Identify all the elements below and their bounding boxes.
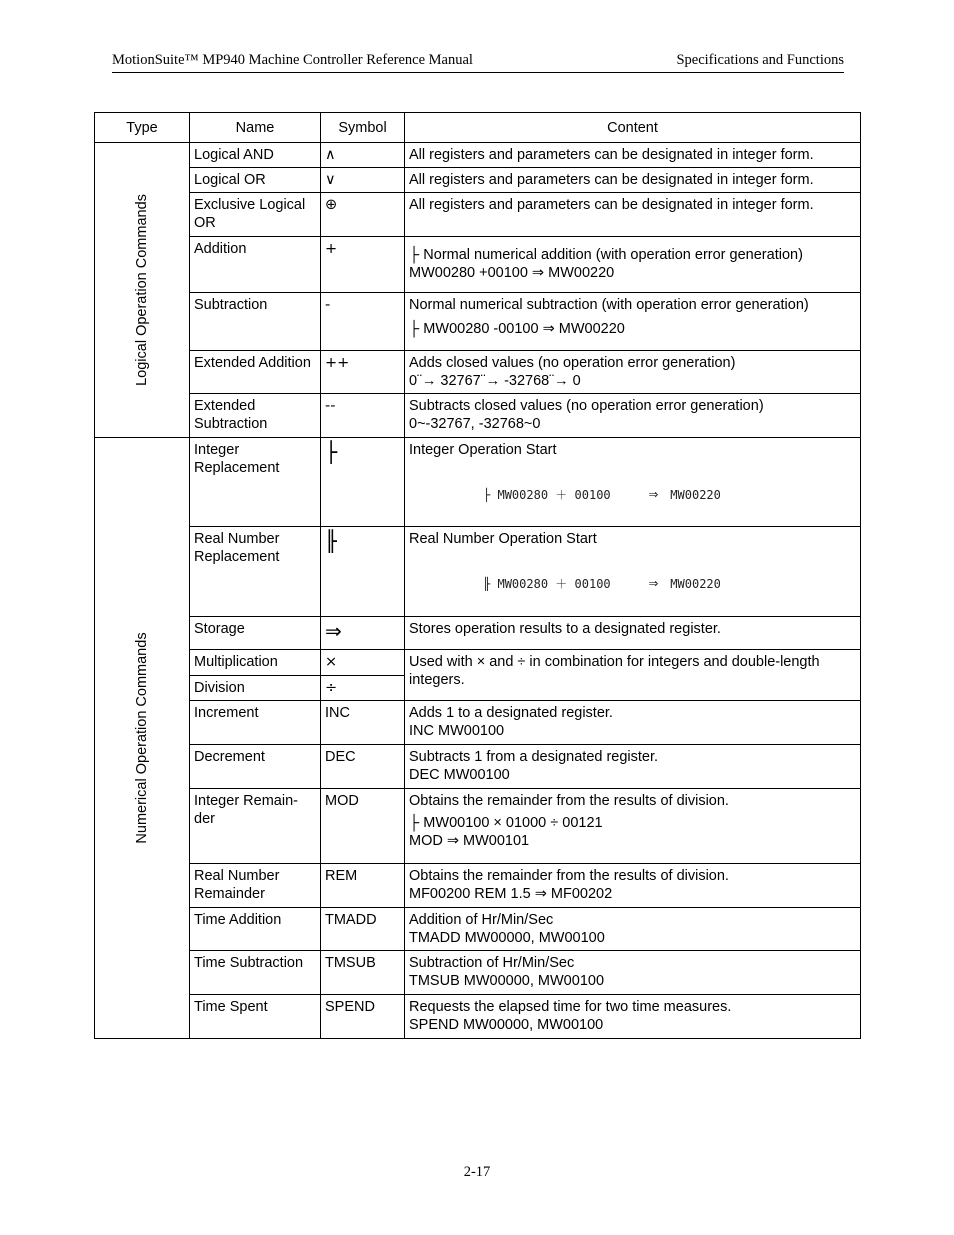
- row-symbol: --: [321, 394, 405, 438]
- col-header-name: Name: [190, 113, 321, 143]
- table-row: [95, 527, 861, 617]
- row-symbol: ×: [321, 650, 405, 676]
- row-name: Real Number Replacement: [190, 527, 321, 617]
- row-content: Integer Operation Start ├ MW00280 ＋ 00100 ⇒ MW00220: [405, 438, 861, 527]
- table-row: [95, 864, 861, 908]
- storage-symbol: ⇒: [321, 617, 405, 650]
- row-symbol: INC: [321, 701, 405, 745]
- row-content: Subtracts closed values (no operation error generation) 0~-32767, -32768~0: [405, 394, 861, 438]
- table-header-row: [95, 113, 861, 143]
- row-symbol: ∨: [321, 168, 405, 193]
- row-content: Addition of Hr/Min/Sec TMADD MW00000, MW00100: [405, 908, 861, 951]
- table-row: [95, 951, 861, 995]
- col-header-symbol: Symbol: [321, 113, 405, 143]
- integer-start-symbol: ├: [321, 438, 405, 527]
- row-content: All registers and parameters can be designated in integer form.: [405, 193, 861, 237]
- row-symbol: +: [321, 237, 405, 293]
- row-symbol: SPEND: [321, 995, 405, 1039]
- row-name: Integer Remain-der: [190, 789, 321, 864]
- table-row: [95, 650, 861, 676]
- table-row: [95, 789, 861, 864]
- row-name: Increment: [190, 701, 321, 745]
- table-row: [95, 168, 861, 193]
- row-content: Subtraction of Hr/Min/Sec TMSUB MW00000, MW00100: [405, 951, 861, 995]
- table-row: [95, 143, 861, 168]
- page-number: 2-17: [463, 1164, 491, 1180]
- row-name: Multiplication: [190, 650, 321, 676]
- table-row: [95, 617, 861, 650]
- row-symbol: TMADD: [321, 908, 405, 951]
- row-content: Real Number Operation Start ╟ MW00280 ＋ 00100 ⇒ MW00220: [405, 527, 861, 617]
- real-formula: ╟ MW00280 ＋ 00100 ⇒ MW00220: [483, 573, 721, 592]
- table-row: [95, 237, 861, 293]
- row-symbol: REM: [321, 864, 405, 908]
- row-name: Extended Subtraction: [190, 394, 321, 438]
- table-row: [95, 438, 861, 527]
- command-table: [94, 112, 861, 1039]
- row-content: Stores operation results to a designated register.: [405, 617, 861, 650]
- row-content: Subtracts 1 from a designated register. DEC MW00100: [405, 745, 861, 789]
- col-header-content: Content: [405, 113, 861, 143]
- table-row: [95, 394, 861, 438]
- row-name: Logical AND: [190, 143, 321, 168]
- page-header: [112, 52, 844, 73]
- manual-title: MotionSuite™ MP940 Machine Controller Reference Manual: [112, 52, 473, 68]
- table-row: [95, 193, 861, 237]
- row-symbol: ÷: [321, 676, 405, 701]
- table-row: [95, 995, 861, 1039]
- row-symbol: TMSUB: [321, 951, 405, 995]
- row-name: Logical OR: [190, 168, 321, 193]
- row-content: Used with × and ÷ in combination for integers and double-length integers.: [405, 650, 861, 701]
- row-symbol: DEC: [321, 745, 405, 789]
- row-content: Adds 1 to a designated register. INC MW00100: [405, 701, 861, 745]
- row-name: Division: [190, 676, 321, 701]
- row-name: Integer Replacement: [190, 438, 321, 527]
- row-content: ├ Normal numerical addition (with operation error generation) MW00280 +00100 ⇒ MW00220: [405, 237, 861, 293]
- row-content: Normal numerical subtraction (with operation error generation) ├ MW00280 -00100 ⇒ MW00220: [405, 293, 861, 351]
- row-name: Time Addition: [190, 908, 321, 951]
- table-row: [95, 701, 861, 745]
- section-title: Specifications and Functions: [676, 52, 844, 68]
- row-content: All registers and parameters can be designated in integer form.: [405, 168, 861, 193]
- table-row: [95, 908, 861, 951]
- row-content: Adds closed values (no operation error generation) 0¨→ 32767¨→ -32768¨→ 0: [405, 351, 861, 394]
- col-header-type: Type: [95, 113, 190, 143]
- row-symbol: ⊕: [321, 193, 405, 237]
- table-row: [95, 293, 861, 351]
- row-content: All registers and parameters can be designated in integer form.: [405, 143, 861, 168]
- table-row: [95, 745, 861, 789]
- row-name: Addition: [190, 237, 321, 293]
- row-name: Storage: [190, 617, 321, 650]
- group-label-numerical: Numerical Operation Commands: [134, 632, 150, 844]
- row-content: Obtains the remainder from the results of division. ├ MW00100 × 01000 ÷ 00121 MOD ⇒ MW00101: [405, 789, 861, 864]
- row-name: Time Spent: [190, 995, 321, 1039]
- group-logical: [95, 143, 190, 438]
- row-name: Subtraction: [190, 293, 321, 351]
- row-symbol: -: [321, 293, 405, 351]
- integer-formula: ├ MW00280 ＋ 00100 ⇒ MW00220: [483, 484, 721, 503]
- row-name: Extended Addition: [190, 351, 321, 394]
- row-content: Obtains the remainder from the results of division. MF00200 REM 1.5 ⇒ MF00202: [405, 864, 861, 908]
- table-row: [95, 351, 861, 394]
- row-name: Decrement: [190, 745, 321, 789]
- row-name: Exclusive Logical OR: [190, 193, 321, 237]
- row-name: Time Subtraction: [190, 951, 321, 995]
- row-symbol: MOD: [321, 789, 405, 864]
- group-numerical: [95, 438, 190, 1039]
- group-label-logical: Logical Operation Commands: [134, 194, 150, 386]
- row-symbol: ∧: [321, 143, 405, 168]
- row-content: Requests the elapsed time for two time measures. SPEND MW00000, MW00100: [405, 995, 861, 1039]
- row-symbol: ++: [321, 351, 405, 394]
- row-name: Real Number Remainder: [190, 864, 321, 908]
- real-start-symbol: ╟: [321, 527, 405, 617]
